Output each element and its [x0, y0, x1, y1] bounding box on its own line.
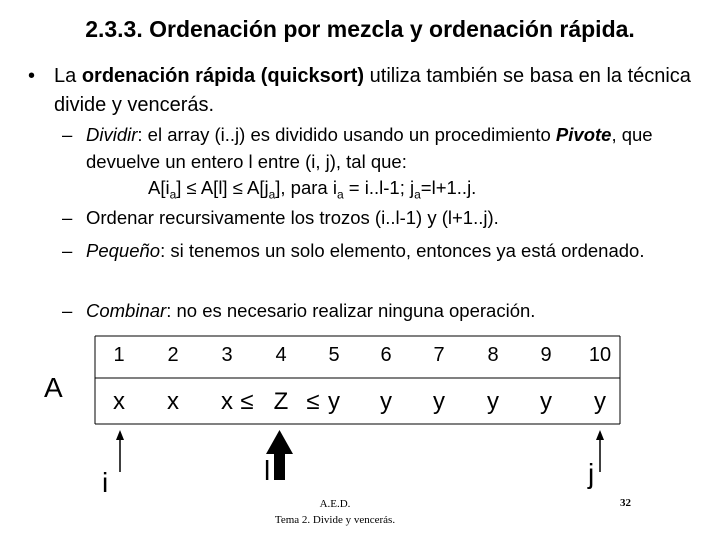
value-cell: x	[113, 388, 125, 415]
value-cell: y	[540, 388, 552, 415]
slide-footer	[240, 496, 430, 528]
main-bullet-text: La ordenación rápida (quicksort) utiliza también se basa en la técnica divide y vencerás.	[54, 65, 691, 116]
index-cell: 4	[275, 344, 287, 366]
index-cell: 2	[167, 344, 179, 366]
array-label: A	[44, 372, 63, 403]
value-cell: Z	[273, 388, 289, 415]
value-cell: y	[433, 388, 445, 415]
pivot-condition: $A[i_a] \le A[l] \le A[j_a]$, para $i_a = i..l-1$; $j_a=l+1..j$.	[148, 177, 477, 202]
value-cell: y	[328, 388, 340, 415]
i-pointer-arrowhead	[116, 430, 124, 440]
index-cell: 7	[433, 344, 445, 366]
slide-title: 2.3.3. Ordenación por mezcla y ordenación rápida.	[85, 16, 635, 42]
value-cell: ≤	[306, 388, 320, 415]
index-cell: 1	[113, 344, 125, 366]
footer-course: A.E.D.	[319, 498, 351, 510]
index-cell: 6	[380, 344, 392, 366]
value-cell: ≤	[240, 388, 254, 415]
index-cell: 3	[221, 344, 233, 366]
index-cell: 5	[328, 344, 340, 366]
l-pointer-shaft	[274, 454, 285, 480]
j-pointer-arrowhead	[596, 430, 604, 440]
bullet-dot: •	[28, 65, 36, 87]
l-pointer-arrowhead	[266, 430, 293, 454]
pointer-label-j: j	[588, 458, 595, 489]
index-cell: 9	[540, 344, 552, 366]
page-number: 32	[620, 497, 631, 509]
pointer-label-l: l	[264, 455, 271, 486]
index-cell: 10	[588, 344, 612, 366]
index-cell: 8	[487, 344, 499, 366]
value-cell: x	[221, 388, 233, 415]
value-cell: y	[380, 388, 392, 415]
value-cell: y	[487, 388, 499, 415]
quicksort-term: ordenación rápida (quicksort)	[81, 65, 365, 87]
value-cell: y	[594, 388, 606, 415]
value-cell: x	[167, 388, 179, 415]
pointer-label-i: i	[102, 467, 109, 498]
footer-topic: Tema 2. Divide y vencerás.	[274, 514, 396, 526]
